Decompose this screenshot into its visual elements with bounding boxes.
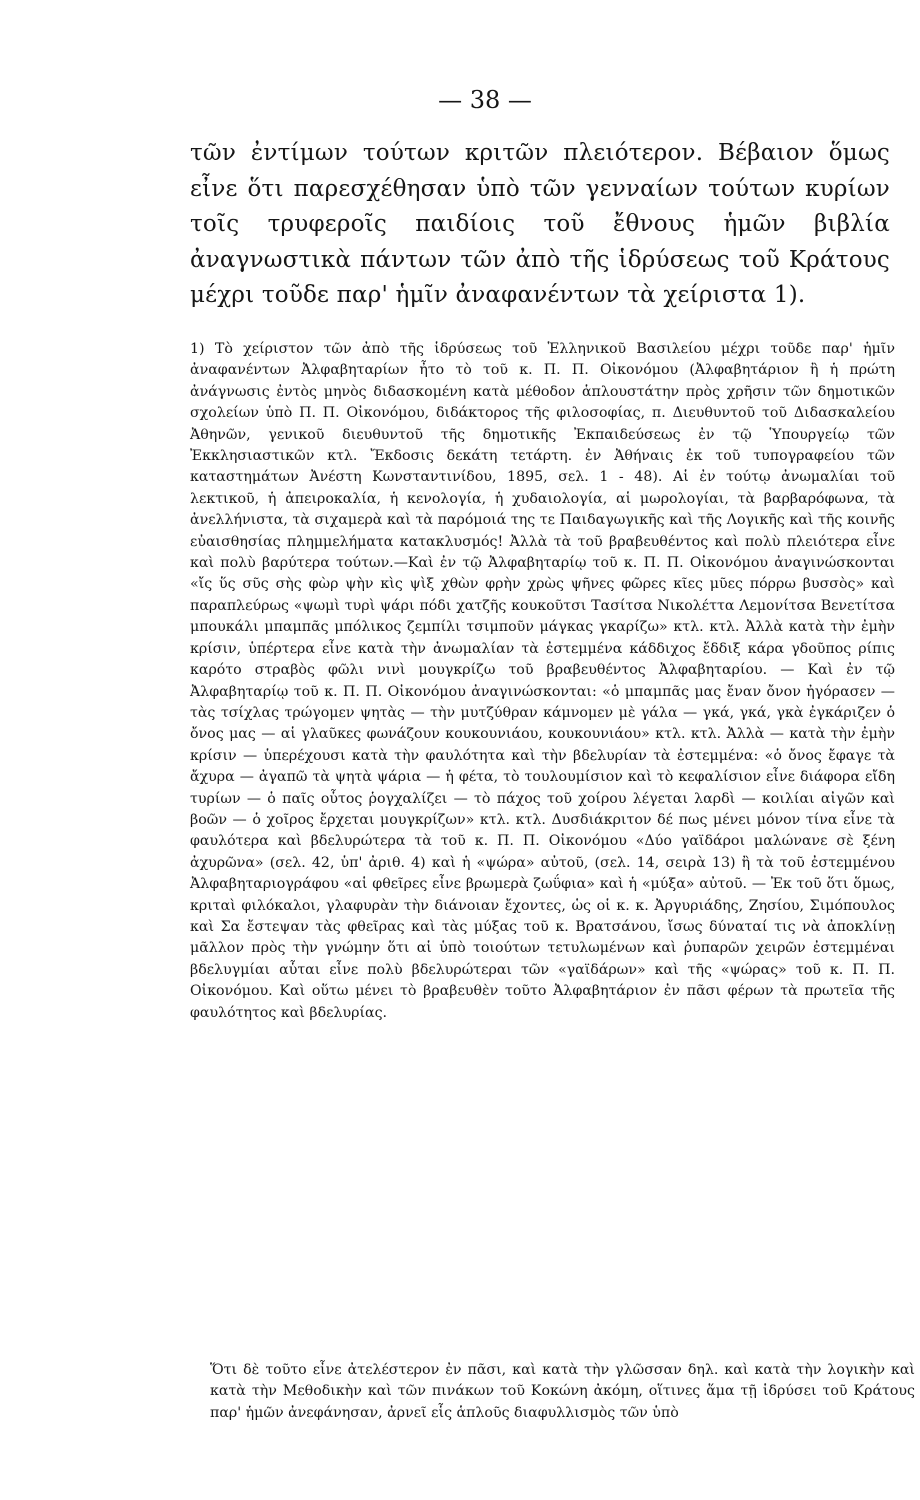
main-paragraph: τῶν ἐντίμων τούτων κριτῶν πλειότερον. Βέβαιον ὅμως εἶνε ὅτι παρεσχέθησαν ὑπὸ τῶν γενναίων τούτων κυρίων τοῖς τρυφεροῖς παιδίοις τοῦ ἔθνους ἡμῶν βιβλία ἀναγνωστικὰ πάντων τῶν ἀπὸ τῆς ἱδρύσεως τοῦ Κράτους μέχρι τοῦδε παρ' ἡμῖν ἀναφανέντων τὰ χείριστα 1). xyxy=(190,140,890,308)
page-number: — 38 — xyxy=(438,86,532,114)
footnote-1: 1) Τὸ χείριστον τῶν ἀπὸ τῆς ἱδρύσεως τοῦ Ἑλληνικοῦ Βασιλείου μέχρι τοῦδε παρ' ἡμῖν ἀναφανέντων Ἀλφαβηταρίων ἦτο τὸ τοῦ κ. Π. Π. Οἰκονόμου (Ἀλφαβητάριον ἢ ἡ πρώτη ἀνάγνωσις ἐντὸς μηνὸς διδασκομένη κατὰ μέθοδον ἁπλουστάτην πρὸς χρῆσιν τῶν δημοτικῶν σχολείων ὑπὸ Π. Π. Οἰκονόμου, διδάκτορος τῆς φιλοσοφίας, π. Διευθυντοῦ τοῦ Διδασκαλείου Ἀθηνῶν, γενικοῦ διευθυντοῦ τῆς δημοτικῆς Ἐκπαιδεύσεως ἐν τῷ Ὑπουργείῳ τῶν Ἐκκλησιαστικῶν κτλ. Ἔκδοσις δεκάτη τετάρτη. ἐν Ἀθήναις ἐκ τοῦ τυπογραφείου τῶν καταστημάτων Ἀνέστη Κωνσταντινίδου, 1895, σελ. 1 - 48). Αἱ ἐν τούτῳ ἀνωμαλίαι τοῦ λεκτικοῦ, ἡ ἀπειροκαλία, ἡ κενολογία, ἡ χυδαιολογία, αἱ μωρολογίαι, τὰ βαρβαρόφωνα, τὰ ἀνελλήνιστα, τὰ σιχαμερὰ καὶ τὰ παρόμοιά της τε Παιδαγωγικῆς καὶ τῆς Λογικῆς καὶ τῆς κοινῆς εὐαισθησίας πλημμελήματα κατακλυσμός! Ἀλλὰ τὰ τοῦ βραβευθέντος καὶ πολὺ πλειότερα εἶνε καὶ πολὺ βαρύτερα τούτων.—Καὶ ἐν τῷ Ἀλφαβηταρίῳ τοῦ κ. Π. Π. Οἰκονόμου ἀναγινώσκονται «ἴς ὕς σῦς σὴς φὼρ ψὴν κὶς ψὶξ χθὼν φρὴν χρὼς ψῆνες φῶρες κῖες μῦες πόρρω βυσσὸς» καὶ παραπλεύρως «ψωμὶ τυρὶ ψάρι πόδι χατζῆς κουκοῦτσι Τασίτσα Νικολέττα Λεμονίτσα Βενετίτσα μπουκάλι μπαμπᾶς μπόλικος ζεμπίλι τσιμποῦν μάγκας γκαρίζω» κτλ. κτλ. Ἀλλὰ κατὰ τὴν ἐμὴν κρίσιν, ὑπέρτερα εἶνε κατὰ τὴν ἀνωμαλίαν τὰ ἐστεμμένα κάδδιχος ἔδδιξ κάρα γδοῦπος ρίπις καρότο στραβὸς φῶλι νινὶ μουγκρίζω τοῦ βραβευθέντος Ἀλφαβηταρίου. — Καὶ ἐν τῷ Ἀλφαβηταρίῳ τοῦ κ. Π. Π. Οἰκονόμου ἀναγινώσκονται: «ὁ μπαμπᾶς μας ἔναν ὄνον ἠγόρασεν — τὰς τσίχλας τρώγομεν ψητὰς — τὴν μυτζύθραν κάμνομεν μὲ γάλα — γκά, γκά, γκὰ ἐγκάριζεν ὁ ὄνος μας — αἱ γλαῦκες φωνάζουν κουκουνιάου, κουκουνιάου» κτλ. κτλ. Ἀλλὰ — κατὰ τὴν ἐμὴν κρίσιν — ὑπερέχουσι κατὰ τὴν φαυλότητα καὶ τὴν βδελυρίαν τὰ ἐστεμμένα: «ὁ ὄνος ἔφαγε τὰ ἄχυρα — ἀγαπῶ τὰ ψητὰ ψάρια — ἡ φέτα, τὸ τουλουμίσιον καὶ τὸ κεφαλίσιον εἶνε διάφορα εἴδη τυρίων — ὁ παῖς οὗτος ῥογχαλίζει — τὸ πάχος τοῦ χοίρου λέγεται λαρδὶ — κοιλίαι αἰγῶν καὶ βοῶν — ὁ χοῖρος ἔρχεται μουγκρίζων» κτλ. κτλ. Δυσδιάκριτον δέ πως μένει μόνον τίνα εἶνε τὰ φαυλότερα καὶ βδελυρώτερα τὰ τοῦ κ. Π. Π. Οἰκονόμου «Δύο γαϊδάροι μαλώνανε σὲ ξένη ἀχυρῶνα» (σελ. 42, ὑπ' ἀριθ. 4) καὶ ἡ «ψώρα» αὐτοῦ, (σελ. 14, σειρὰ 13) ἢ τὰ τοῦ ἐστεμμένου Ἀλφαβηταριογράφου «αἱ φθεῖρες εἶνε βρωμερὰ ζωΰφια» καὶ ἡ «μύξα» αὐτοῦ. — Ἐκ τοῦ ὅτι ὅμως, κριταὶ φιλόκαλοι, γλαφυρὰν τὴν διάνοιαν ἔχοντες, ὡς οἱ κ. κ. Ἀργυριάδης, Ζησίου, Σιμόπουλος καὶ Σα ἔστεψαν τὰς φθεῖρας καὶ τὰς μύξας τοῦ κ. Βρατσάνου, ἴσως δύναταί τις νὰ ἀποκλίνῃ μᾶλλον πρὸς τὴν γνώμην ὅτι αἱ ὑπὸ τοιούτων τετυλωμένων καὶ ῥυπαρῶν χειρῶν ἐστεμμέναι βδελυγμίαι αὗται εἶνε πολὺ βδελυρώτεραι τῶν «γαϊδάρων» καὶ τῆς «ψώρας» τοῦ κ. Π. Π. Οἰκονόμου. Καὶ οὕτω μένει τὸ βραβευθὲν τοῦτο Ἀλφαβητάριον ἐν πᾶσι φέρων τὰ πρωτεῖα τῆς φαυλότητος καὶ βδελυρίας. xyxy=(190,341,895,1021)
footnote-continuation: Ὅτι δὲ τοῦτο εἶνε ἀτελέστερον ἐν πᾶσι, καὶ κατὰ τὴν γλῶσσαν δηλ. καὶ κατὰ τὴν λογικὴν καὶ κατὰ τὴν Μεθοδικὴν καὶ τῶν πινάκων τοῦ Κοκώνη ἀκόμη, οἵτινες ἅμα τῇ ἱδρύσει τοῦ Κράτους παρ' ἡμῶν ἀνεφάνησαν, ἀρνεῖ εἷς ἁπλοῦς διαφυλλισμὸς τῶν ὑπὸ xyxy=(210,1362,915,1421)
